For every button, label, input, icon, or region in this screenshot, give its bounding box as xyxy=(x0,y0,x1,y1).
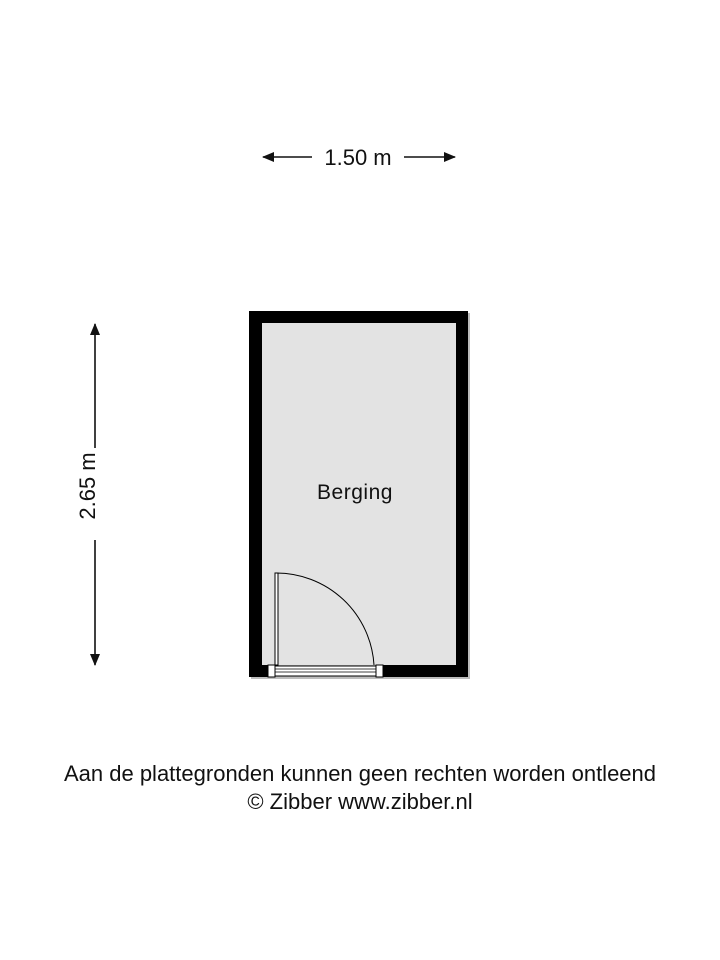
wall-bottom-right xyxy=(383,665,468,677)
width-dimension-label: 1.50 m xyxy=(324,145,392,170)
wall-left xyxy=(249,311,262,677)
door-leaf xyxy=(275,573,278,665)
disclaimer-text: Aan de plattegronden kunnen geen rechten worden ontleend xyxy=(63,761,657,786)
copyright-text: © Zibber www.zibber.nl xyxy=(247,789,473,814)
door-threshold xyxy=(275,666,376,676)
room-berging xyxy=(249,311,470,679)
height-dimension-label: 2.65 m xyxy=(75,452,100,520)
width-dimension xyxy=(263,145,455,170)
wall-top xyxy=(249,311,468,323)
room-label: Berging xyxy=(317,481,393,504)
wall-bottom-left xyxy=(249,665,268,677)
door-jamb-right xyxy=(376,665,383,677)
height-dimension xyxy=(75,324,100,665)
wall-right xyxy=(456,311,468,677)
door-jamb-left xyxy=(268,665,275,677)
